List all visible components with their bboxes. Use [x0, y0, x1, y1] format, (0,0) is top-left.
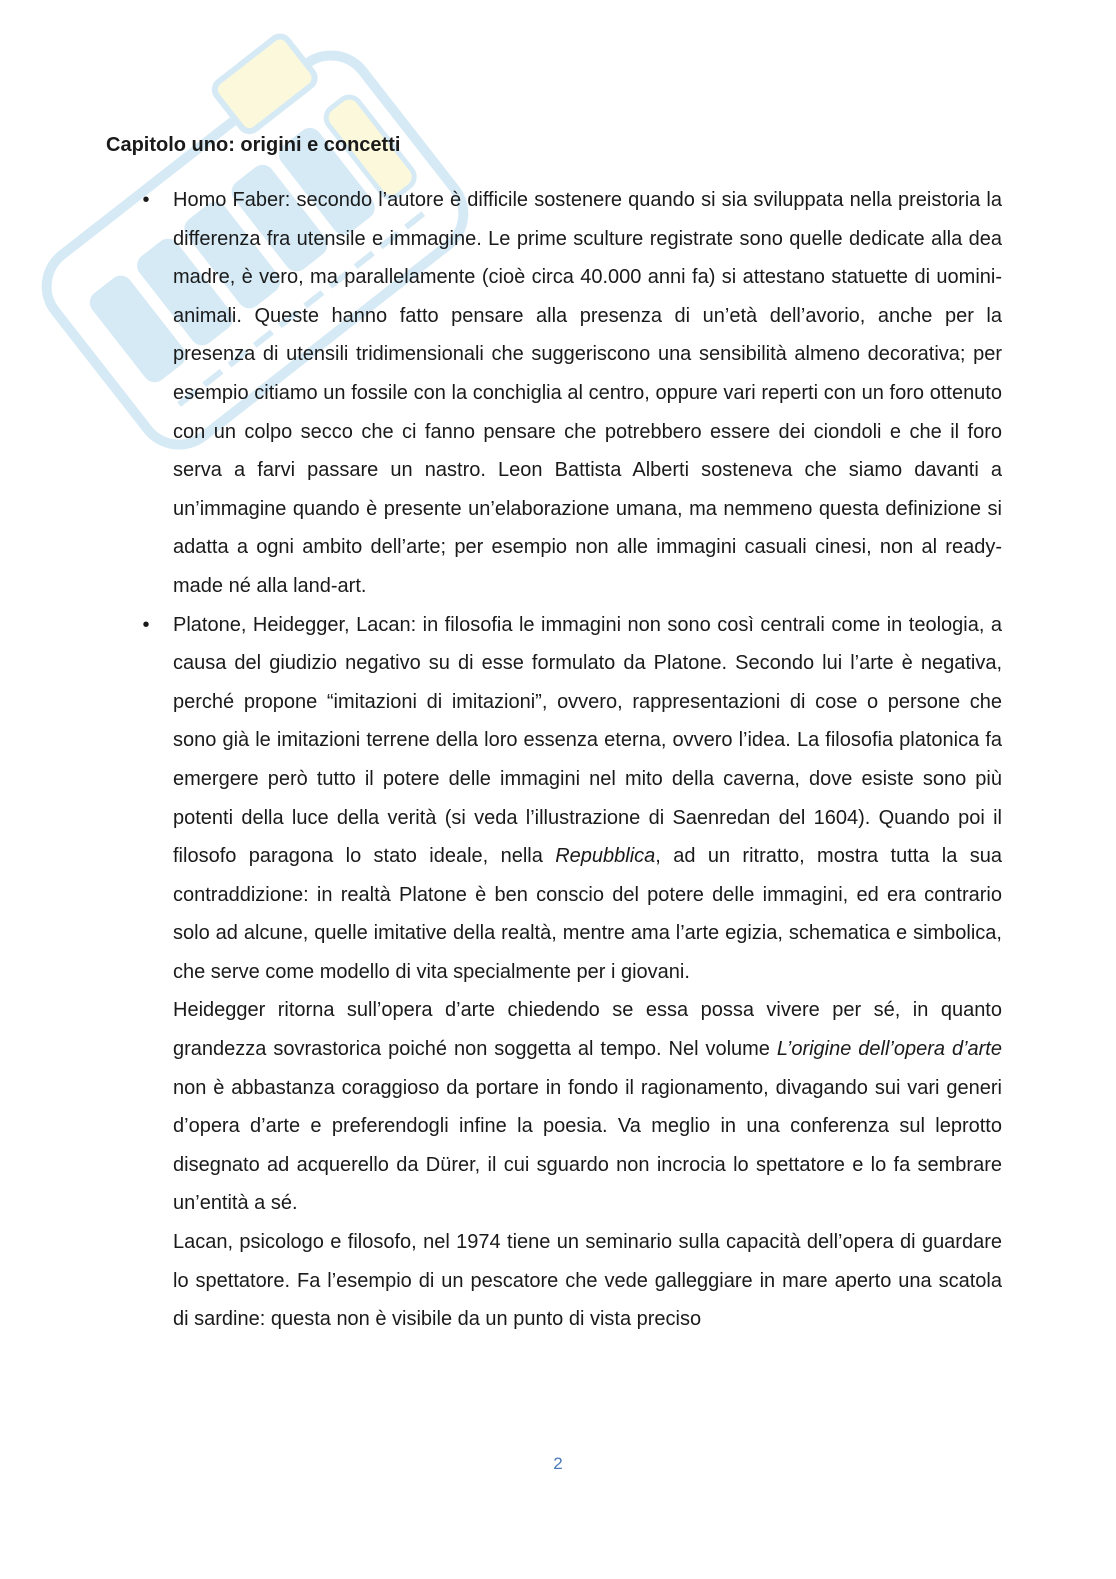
chapter-heading: Capitolo uno: origini e concetti: [106, 134, 401, 156]
paragraph-heidegger: [173, 991, 1002, 1223]
paragraph-lacan: Lacan, psicologo e filosofo, nel 1974 tiene un seminario sulla capacità dell’opera di guardare lo spettatore. Fa l’esempio di un pescatore che vede galleggiare in mare aperto una scatola di sardine: questa non è visibile da un punto di vista preciso: [173, 1231, 1002, 1331]
page-number: 2: [553, 1454, 563, 1473]
bullet-item-platone: [142, 606, 1002, 992]
bullet-text: Homo Faber: secondo l’autore è difficile sostenere quando si sia sviluppata nella preistoria la differenza fra utensile e immagine. Le prime sculture registrate sono quelle dedicate alla dea madre, è vero, ma parallelamente (cioè circa 40.000 anni fa) si attestano statuette di uomini-animali. Queste hanno fatto pensare alla presenza di un’età dell’avorio, anche per la presenza di utensili tridimensionali che suggeriscono una sensibilità almeno decorativa; per esempio citiamo un fossile con la conchiglia al centro, oppure vari reperti con un foro ottenuto con un colpo secco che ci fanno pensare che potrebbero essere dei ciondoli e che il foro serva a farvi passare un nastro. Leon Battista Alberti sosteneva che siamo davanti a un’immagine quando è presente un’elaborazione umana, ma nemmeno questa definizione si adatta a ogni ambito dell’arte; per esempio non alle immagini casuali cinesi, non al ready-made né alla land-art.: [173, 189, 1002, 597]
italic-title: L’origine dell’opera d’arte: [776, 1038, 1002, 1061]
bullet-marker: •: [142, 613, 150, 636]
body-text: [142, 181, 1002, 1339]
bullet-item-homo-faber: [142, 181, 1002, 606]
text-segment: non è abbastanza coraggioso da portare in fondo il ragionamento, divagando sui vari generi d’opera d’arte e preferendogli infine la poesia. Va meglio in una conferenza sul leprotto disegnato ad acquerello da Dürer, il cui sguardo non incrocia lo spettatore e lo fa sembrare un’entità a sé.: [173, 1076, 1002, 1215]
text-segment: Platone, Heidegger, Lacan: in filosofia le immagini non sono così centrali come in teologia, a causa del giudizio negativo su di esse formulato da Platone. Secondo lui l’arte è negativa, perché propone “imitazioni di imitazioni”, ovvero, rappresentazioni di cose o persone che sono già le imitazioni terrene della loro essenza eterna, ovvero l’idea. La filosofia platonica fa emergere però tutto il potere delle immagini nel mito della caverna, dove esiste sono più potenti della luce della verità (si veda l’illustrazione di Saenredan del 1604). Quando poi il filosofo paragona lo stato ideale, nella: [173, 613, 1002, 868]
bullet-text: [173, 606, 1002, 992]
text-segment: , ad un ritratto, mostra tutta la sua contraddizione: in realtà Platone è ben conscio del potere delle immagini, ed era contrario solo ad alcune, quelle imitative della realtà, mentre ama l’arte egizia, schematica e simbolica, che serve come modello di vita specialmente per i giovani.: [173, 845, 1002, 983]
bullet-marker: •: [142, 189, 150, 211]
italic-title: Repubblica: [555, 845, 656, 868]
text-segment: Heidegger ritorna sull’opera d’arte chiedendo se essa possa vivere per sé, in quanto grandezza sovrastorica poiché non soggetta al tempo. Nel volume: [173, 999, 1002, 1061]
